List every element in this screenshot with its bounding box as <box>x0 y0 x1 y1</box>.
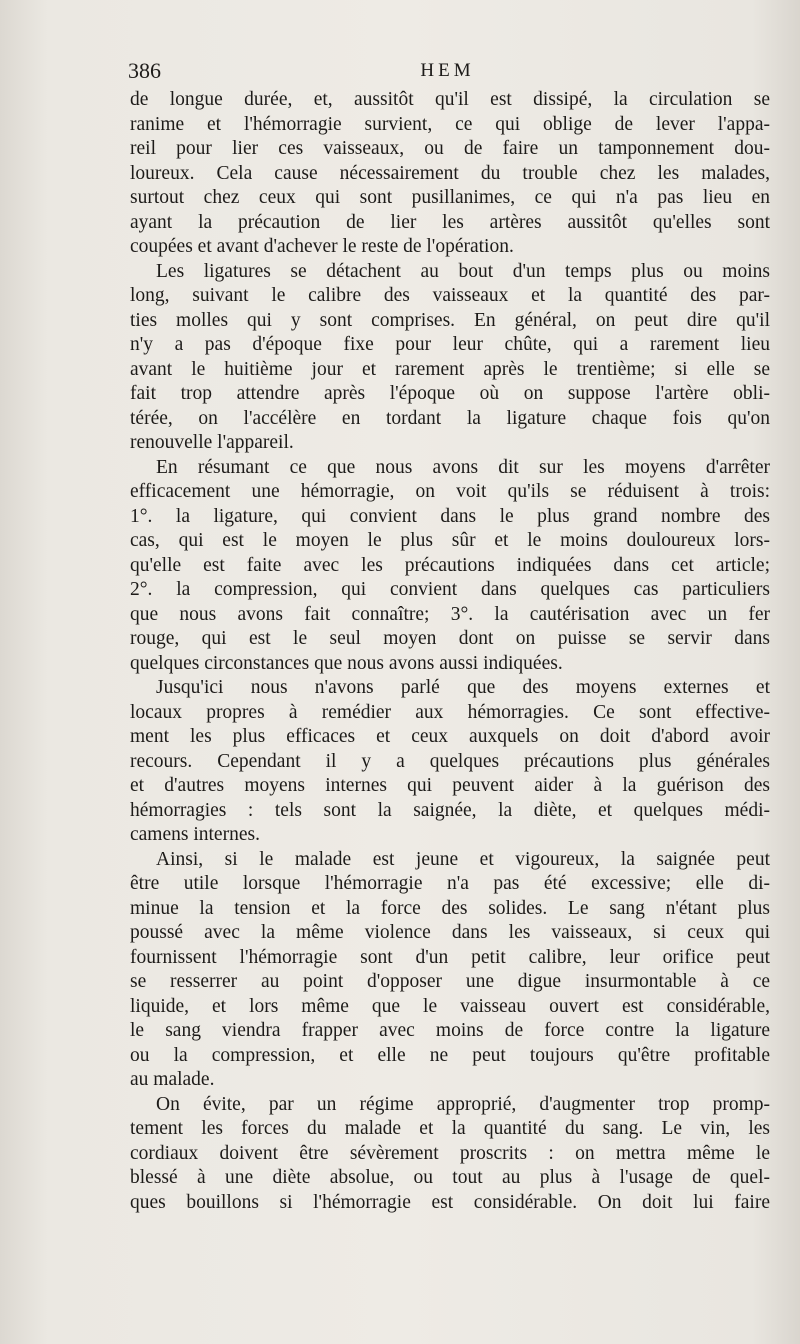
text-line: ties molles qui y sont comprises. En général, on peut dire qu'il <box>130 309 770 331</box>
text-line: blessé à une diète absolue, ou tout au plus à l'usage de quel- <box>130 1167 770 1188</box>
text-line: locaux propres à remédier aux hémorragies. Ce sont effective- <box>130 701 770 723</box>
body-text <box>130 88 770 1215</box>
page-header <box>128 58 767 86</box>
text-line: camens internes. <box>130 824 260 845</box>
text-line: se resserrer au point d'opposer une digue insurmontable à ce <box>130 971 770 992</box>
text-line: térée, on l'accélère en tordant la ligature chaque fois qu'on <box>130 407 770 429</box>
text-line: ou la compression, et elle ne peut toujours qu'être profitable <box>130 1044 770 1066</box>
text-line: renouvelle l'appareil. <box>130 432 294 453</box>
text-line: cas, qui est le moyen le plus sûr et le moins douloureux lors- <box>130 530 770 551</box>
text-line: 1°. la ligature, qui convient dans le plus grand nombre des <box>130 505 770 527</box>
text-line: n'y a pas d'époque fixe pour leur chûte, qui a rarement lieu <box>130 334 770 355</box>
text-line: long, suivant le calibre des vaisseaux et la quantité des par- <box>130 285 770 306</box>
text-line: rouge, qui est le seul moyen dont on puisse se servir dans <box>130 628 770 649</box>
text-line: qu'elle est faite avec les précautions indiquées dans cet article; <box>130 554 770 576</box>
text-line: cordiaux doivent être sévèrement proscrits : on mettra même le <box>130 1142 770 1164</box>
text-line: En résumant ce que nous avons dit sur les moyens d'arrêter <box>156 456 770 478</box>
text-line: ques bouillons si l'hémorragie est considérable. On doit lui faire <box>130 1191 770 1213</box>
text-line: être utile lorsque l'hémorragie n'a pas été excessive; elle di- <box>130 873 770 894</box>
text-line: Ainsi, si le malade est jeune et vigoureux, la saignée peut <box>156 848 770 870</box>
text-line: loureux. Cela cause nécessairement du trouble chez les malades, <box>130 162 770 184</box>
text-line: avant le huitième jour et rarement après le trentième; si elle se <box>130 358 770 380</box>
text-line: quelques circonstances que nous avons aussi indiquées. <box>130 652 563 674</box>
text-line: 2°. la compression, qui convient dans quelques cas particuliers <box>130 579 770 600</box>
text-line: ment les plus efficaces et ceux auxquels on doit d'abord avoir <box>130 726 770 747</box>
text-line: et d'autres moyens internes qui peuvent aider à la guérison des <box>130 775 770 796</box>
text-line: de longue durée, et, aussitôt qu'il est dissipé, la circulation se <box>130 89 770 110</box>
text-line: tement les forces du malade et la quantité du sang. Le vin, les <box>130 1118 770 1139</box>
text-line: surtout chez ceux qui sont pusillanimes, ce qui n'a pas lieu en <box>130 187 770 208</box>
text-line: fournissent l'hémorragie sont d'un petit calibre, leur orifice peut <box>130 946 770 968</box>
text-line: coupées et avant d'achever le reste de l'opération. <box>130 236 514 257</box>
text-line: poussé avec la même violence dans les vaisseaux, si ceux qui <box>130 922 770 943</box>
text-line: Les ligatures se détachent au bout d'un temps plus ou moins <box>156 260 770 282</box>
text-line: minue la tension et la force des solides. Le sang n'étant plus <box>130 897 770 919</box>
text-line: reil pour lier ces vaisseaux, ou de faire un tamponnement dou- <box>130 138 770 159</box>
text-line: efficacement une hémorragie, on voit qu'ils se réduisent à trois: <box>130 481 770 502</box>
page-number: 386 <box>128 58 161 83</box>
text-line: ayant la précaution de lier les artères aussitôt qu'elles sont <box>130 211 770 233</box>
text-line: liquide, et lors même que le vaisseau ouvert est considérable, <box>130 995 770 1017</box>
text-line: que nous avons fait connaître; 3°. la cautérisation avec un fer <box>130 603 770 625</box>
text-line: fait trop attendre après l'époque où on suppose l'artère obli- <box>130 383 770 404</box>
running-head: HEM <box>420 60 475 81</box>
text-line: Jusqu'ici nous n'avons parlé que des moyens externes et <box>156 677 770 698</box>
text-line: au malade. <box>130 1069 215 1090</box>
text-line: le sang viendra frapper avec moins de force contre la ligature <box>130 1020 770 1041</box>
text-line: ranime et l'hémorragie survient, ce qui oblige de lever l'appa- <box>130 113 770 135</box>
text-line: recours. Cependant il y a quelques précautions plus générales <box>130 750 770 772</box>
text-line: On évite, par un régime approprié, d'augmenter trop promp- <box>156 1093 770 1115</box>
text-line: hémorragies : tels sont la saignée, la diète, et quelques médi- <box>130 799 770 821</box>
